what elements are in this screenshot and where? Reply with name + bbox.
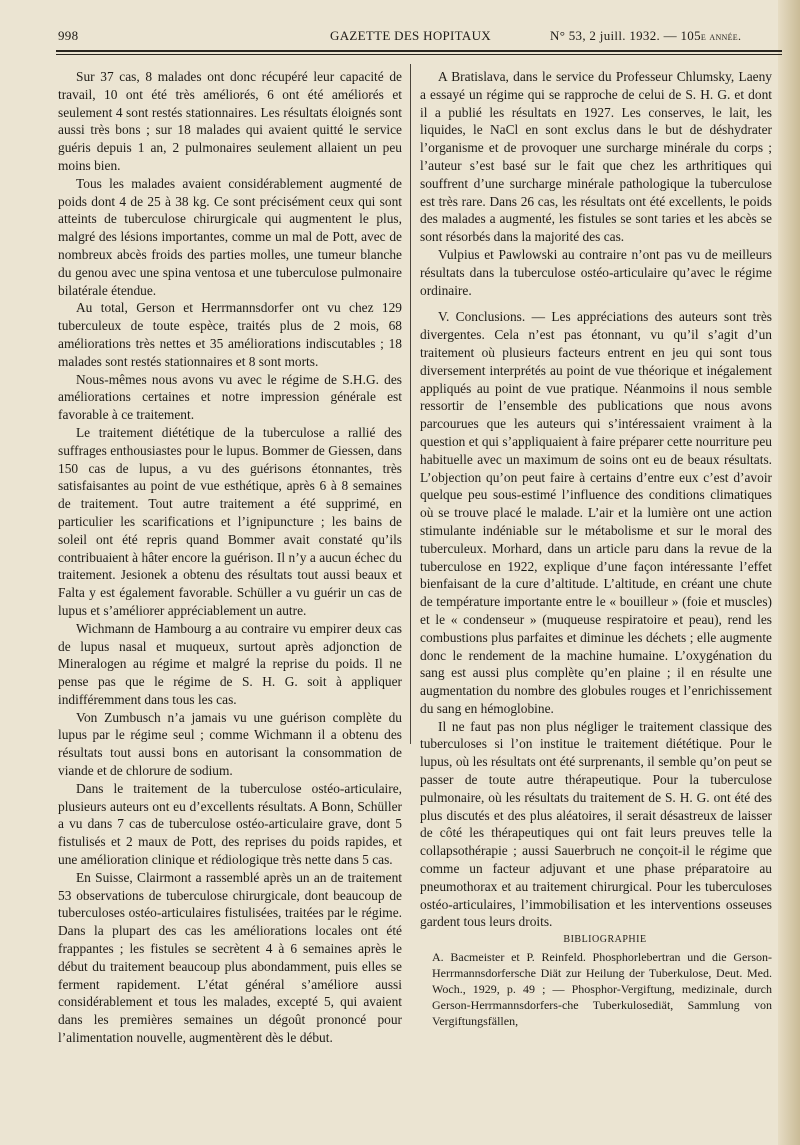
paragraph: Sur 37 cas, 8 malades ont donc récupéré leur capacité de travail, 10 ont été très améliorés, 6 ont été améliorés et seulement 4 sont restés stationnaires. Les résultats éloignés sont aussi très bons ; sur 18 malades qui avaient quitté le service guéris depuis 1 an, 2 pulmonaires seulement allaient un peu moins bien. (58, 69, 402, 173)
issue-year-suffix: e année. (700, 29, 742, 43)
paragraph: Wichmann de Hambourg a au contraire vu empirer deux cas de lupus nasal et muqueux, surtout après adjonction de Mineralogen au régime et malgré la reprise du poids. Il ne pense pas que le régime de S. H. G. soit à appliquer indifféremment dans tous les cas. (58, 620, 402, 707)
right-column (420, 68, 772, 1029)
paragraph: En Suisse, Clairmont a rassemblé après un an de traitement 53 observations de tuberculose chirurgicale, dont beaucoup de tuberculoses ostéo-articulaires fistulisées, traitées par le régime. Dans la plupart des cas les améliorations locales ont été frappantes ; les fistules se secrètent 4 à 6 semaines après le début du traitement beaucoup plus abondamment, puis elles se ferment rapidement. L’état général s’améliore aussi considérablement et tous les malades, excepté 5, qui avaient dans les premières semaines un dégoût prononcé pour l’alimentation nouvelle, augmentèrent dès le début. (58, 869, 402, 1046)
section-gap (420, 299, 772, 308)
issue-info (550, 28, 741, 44)
paragraph: Vulpius et Pawlowski au contraire n’ont pas vu de meilleurs résultats dans la tuberculose ostéo-articulaire qu’avec le régime ordinaire. (420, 246, 772, 298)
running-header (58, 26, 778, 50)
header-rule (56, 50, 782, 55)
page-number: 998 (58, 28, 79, 43)
paragraph: Au total, Gerson et Herrmannsdorfer ont vu chez 129 tuberculeux de toute espèce, traités plus de 2 mois, 68 améliorations très nettes et 35 améliorations indiscutables ; 18 malades sont restés stationnaires et 8 sont morts. (58, 300, 402, 369)
page-edge (778, 0, 800, 1145)
paragraph: Nous-mêmes nous avons vu avec le régime de S.H.G. des améliorations certaines et notre impression générale est favorable à ce traitement. (58, 371, 402, 423)
bibliography-heading: BIBLIOGRAPHIE (563, 934, 647, 946)
paragraph: A Bratislava, dans le service du Professeur Chlumsky, Laeny a essayé un régime qui se rapproche de celui de S. H. G. et dont il a publié les résultats en 1927. Les conserves, le lait, les liquides, le NaCl en sont exclus dans le but de déshydrater l’organisme et de provoquer une surcharge minérale du corps ; l’auteur s’est basé sur le fait que chez les arthritiques qui souffrent d’une surcharge minérale pathologique la tuberculose est très rare. Dans 26 cas, les résultats ont été excellents, le poids des malades a augmenté, les fistules se sont taries et les abcès se sont résorbés dans la majorité des cas. (420, 69, 772, 245)
paragraph: Tous les malades avaient considérablement augmenté de poids dont 4 de 25 à 38 kg. Ce sont précisément ceux qui sont atteints de tuberculose chirurgicale qui augmentent le plus, malgré des lésions importantes, comme un mal de Pott, avec de nombreux abcès froids des parties molles, une tumeur blanche du genou avec une spina ventosa et une tuberculose pulmonaire bilatérale étendue. (58, 175, 402, 298)
paragraph: Le traitement diététique de la tuberculose a rallié des suffrages enthousiastes pour le lupus. Bommer de Giessen, dans 150 cas de lupus, a vu des guérisons étonnantes, très satisfaisantes au point de vue esthétique, après 6 à 8 semaines de traitement. Tout autre traitement a été supprimé, en particulier les scarifications et l’ignipuncture ; les bains de soleil ont été repris quand Bommer avait constaté qu’ils contribuaient à hâter encore la guérison. Il n’y a aucun échec du traitement. Jesionek a obtenu des résultats tout aussi beaux et Falta y est également favorable. Schüller a vu guérir un cas de lupus et s’améliorer appréciablement un autre. (58, 424, 402, 618)
conclusions-paragraph: V. Conclusions. — Les appréciations des auteurs sont très divergentes. Cela n’est pas étonnant, vu qu’il s’agit d’un traitement où plusieurs facteurs entrent en jeu qui sont tous diversement interprétés au point de vue théorique et inégalement appliqués au point de vue pratique. Néanmoins il nous semble ressortir de l’ensemble des publications que nous avons parcourues que les auteurs qui s’intéressaient vraiment à la question et qui s’appliquaient à faire préparer cette nourriture peu habituelle avec un maximum de soins ont eu de beaux résultats. L’objection qu’on peut faire à certains d’entre eux c’est d’avoir quelque peu sous-estimé l’influence des conditions climatiques où se trouve placé le malade. L’air et la lumière ont une action stimulante indéniable sur le métabolisme et sur le moral des tuberculeux. Morhard, dans un article paru dans la revue de la tuberculose en 1922, explique d’une façon intéressante l’effet bienfaisant de la cure d’altitude. L’altitude, en créant une chute de température importante entre le « bouilleur » (foie et muscles) et le « condenseur » (muqueuse respiratoire et peau), rend les combustions plus parfaites et diminue les déchets ; elle augmente donc le rendement de la machine humaine. L’oxygénation du sang est aussi plus complète qu’en plaine ; il en résulte une augmentation du nombre des globules rouges et l’enrichissement du sang en hémoglobine. (420, 309, 772, 716)
bibliography-entry: A. Bacmeister et P. Reinfeld. Phosphorlebertran und die Gerson-Herrmannsdorfersche Diät zur Heilung der Tuberkulose, Deut. Med. Woch., 1929, p. 49 ; — Phosphor-Vergiftung, medizinale, durch Gerson-Herrmannsdorfers-che Tuberkulosediät, Sammlung von Vergiftungsfällen, (432, 950, 772, 1029)
issue-text: N° 53, 2 juill. 1932. — 105 (550, 28, 701, 43)
paragraph: Dans le traitement de la tuberculose ostéo-articulaire, plusieurs auteurs ont eu d’excellents résultats. A Bonn, Schüller a vu dans 7 cas de tuberculose ostéo-articulaire grave, dont 5 fistulisés et 2 maux de Pott, des reprises du poids rapides, et une amélioration clinique et rédiologique très nette dans 5 cas. (58, 780, 402, 868)
journal-title: GAZETTE DES HOPITAUX (330, 28, 491, 43)
left-column (58, 68, 402, 1047)
paragraph: Von Zumbusch n’a jamais vu une guérison complète du lupus par le régime seul ; comme Wichmann il a obtenu des résultats tout aussi bons en autorisant la consommation de viande et de chlorure de sodium. (58, 709, 402, 779)
column-divider (410, 64, 411, 744)
paragraph: Il ne faut pas non plus négliger le traitement classique des tuberculoses si l’on institue le traitement diététique. Pour le lupus, où les résultats ont été surprenants, il semble qu’on peut se passer de toute autre thérapeutique. Pour la tuberculose pulmonaire, où les résultats du traitement de S. H. G. ont été des plus discutés et des plus aléatoires, il serait désastreux de laisser de côté les thérapeutiques qui ont fait leurs preuves telle la collapsothérapie ; aussi Sauerbruch ne conçoit-il le régime que comme un facteur adjuvant et une phase préparatoire au pneumothorax et au traitement chirurgical. Pour les tuberculoses ostéo-articulaires, l’immobilisation et les interventions osseuses gardent tous leurs droits. (420, 718, 772, 930)
